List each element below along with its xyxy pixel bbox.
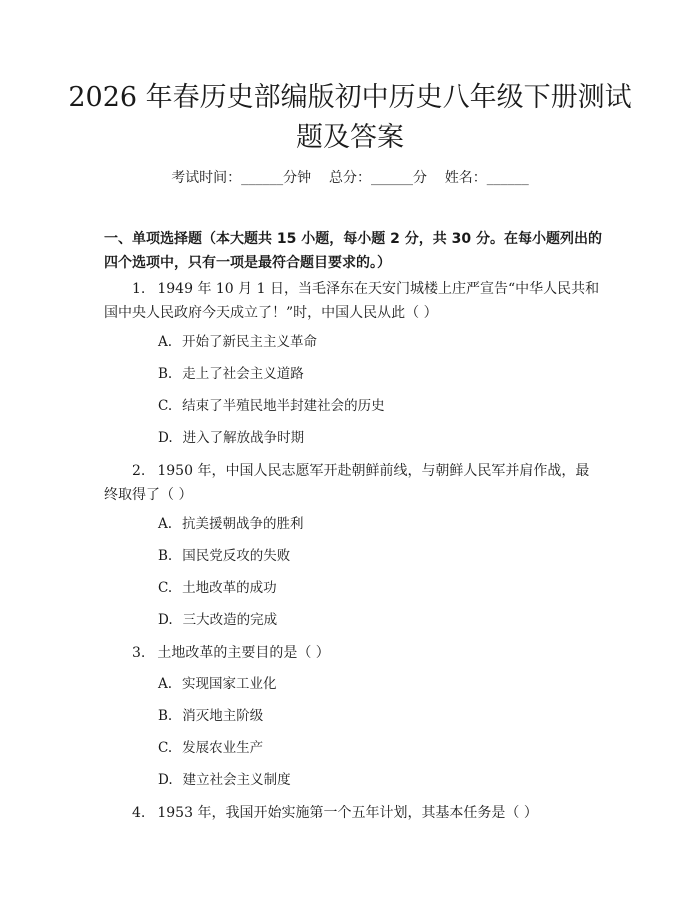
option-2c: [158, 578, 277, 598]
option-3a: [158, 674, 277, 694]
option-letter: C.: [158, 580, 173, 596]
option-text: 建立社会主义制度: [182, 772, 291, 788]
question-1: [104, 277, 600, 325]
question-number: 3.: [132, 645, 146, 661]
option-letter: A.: [158, 676, 173, 692]
option-3d: [158, 770, 291, 790]
question-4: [104, 801, 600, 825]
option-text: 消灭地主阶级: [182, 708, 264, 724]
question-3: [104, 641, 600, 665]
option-text: 走上了社会主义道路: [182, 366, 304, 382]
option-letter: B.: [158, 708, 173, 724]
option-letter: A.: [158, 516, 173, 532]
option-letter: D.: [158, 612, 173, 628]
option-letter: A.: [158, 334, 173, 350]
option-1c: [158, 396, 385, 416]
option-letter: C.: [158, 740, 173, 756]
question-2: [104, 459, 600, 507]
exam-meta-line: 考试时间：______分钟 总分：______分 姓名：______: [171, 170, 529, 186]
question-text: 1950 年，中国人民志愿军开赴朝鲜前线，与朝鲜人民军并肩作战，最终取得了（ ）: [104, 463, 590, 503]
option-1a: [158, 332, 317, 352]
option-text: 结束了半殖民地半封建社会的历史: [182, 398, 385, 414]
option-1d: [158, 428, 304, 448]
question-number: 1.: [132, 281, 146, 297]
option-text: 发展农业生产: [182, 740, 264, 756]
option-letter: C.: [158, 398, 173, 414]
option-text: 抗美援朝战争的胜利: [182, 516, 304, 532]
option-text: 开始了新民主主义革命: [182, 334, 318, 350]
option-2d: [158, 610, 277, 630]
option-text: 土地改革的成功: [182, 580, 277, 596]
option-2b: [158, 546, 290, 566]
option-text: 三大改造的完成: [182, 612, 278, 628]
option-2a: [158, 514, 304, 534]
option-letter: B.: [158, 366, 173, 382]
option-3b: [158, 706, 263, 726]
question-text: 1949 年 10 月 1 日，当毛泽东在天安门城楼上庄严宣告“中华人民共和国中央人民政府今天成立了！”时，中国人民从此（ ）: [104, 281, 600, 321]
section-heading: 一、单项选择题（本大题共 15 小题，每小题 2 分，共 30 分。在每小题列出的四个选项中，只有一项是最符合题目要求的。）: [104, 231, 602, 271]
question-number: 4.: [132, 805, 146, 821]
option-text: 国民党反攻的失败: [182, 548, 291, 564]
option-letter: D.: [158, 772, 173, 788]
option-letter: B.: [158, 548, 173, 564]
document-title: 2026 年春历史部编版初中历史八年级下册测试题及答案: [68, 82, 632, 153]
option-letter: D.: [158, 430, 173, 446]
option-text: 进入了解放战争时期: [182, 430, 305, 446]
question-text: 土地改革的主要目的是（ ）: [157, 645, 330, 661]
option-text: 实现国家工业化: [182, 676, 277, 692]
option-1b: [158, 364, 304, 384]
question-text: 1953 年，我国开始实施第一个五年计划，其基本任务是（ ）: [157, 805, 538, 821]
option-3c: [158, 738, 263, 758]
question-number: 2.: [132, 463, 146, 479]
